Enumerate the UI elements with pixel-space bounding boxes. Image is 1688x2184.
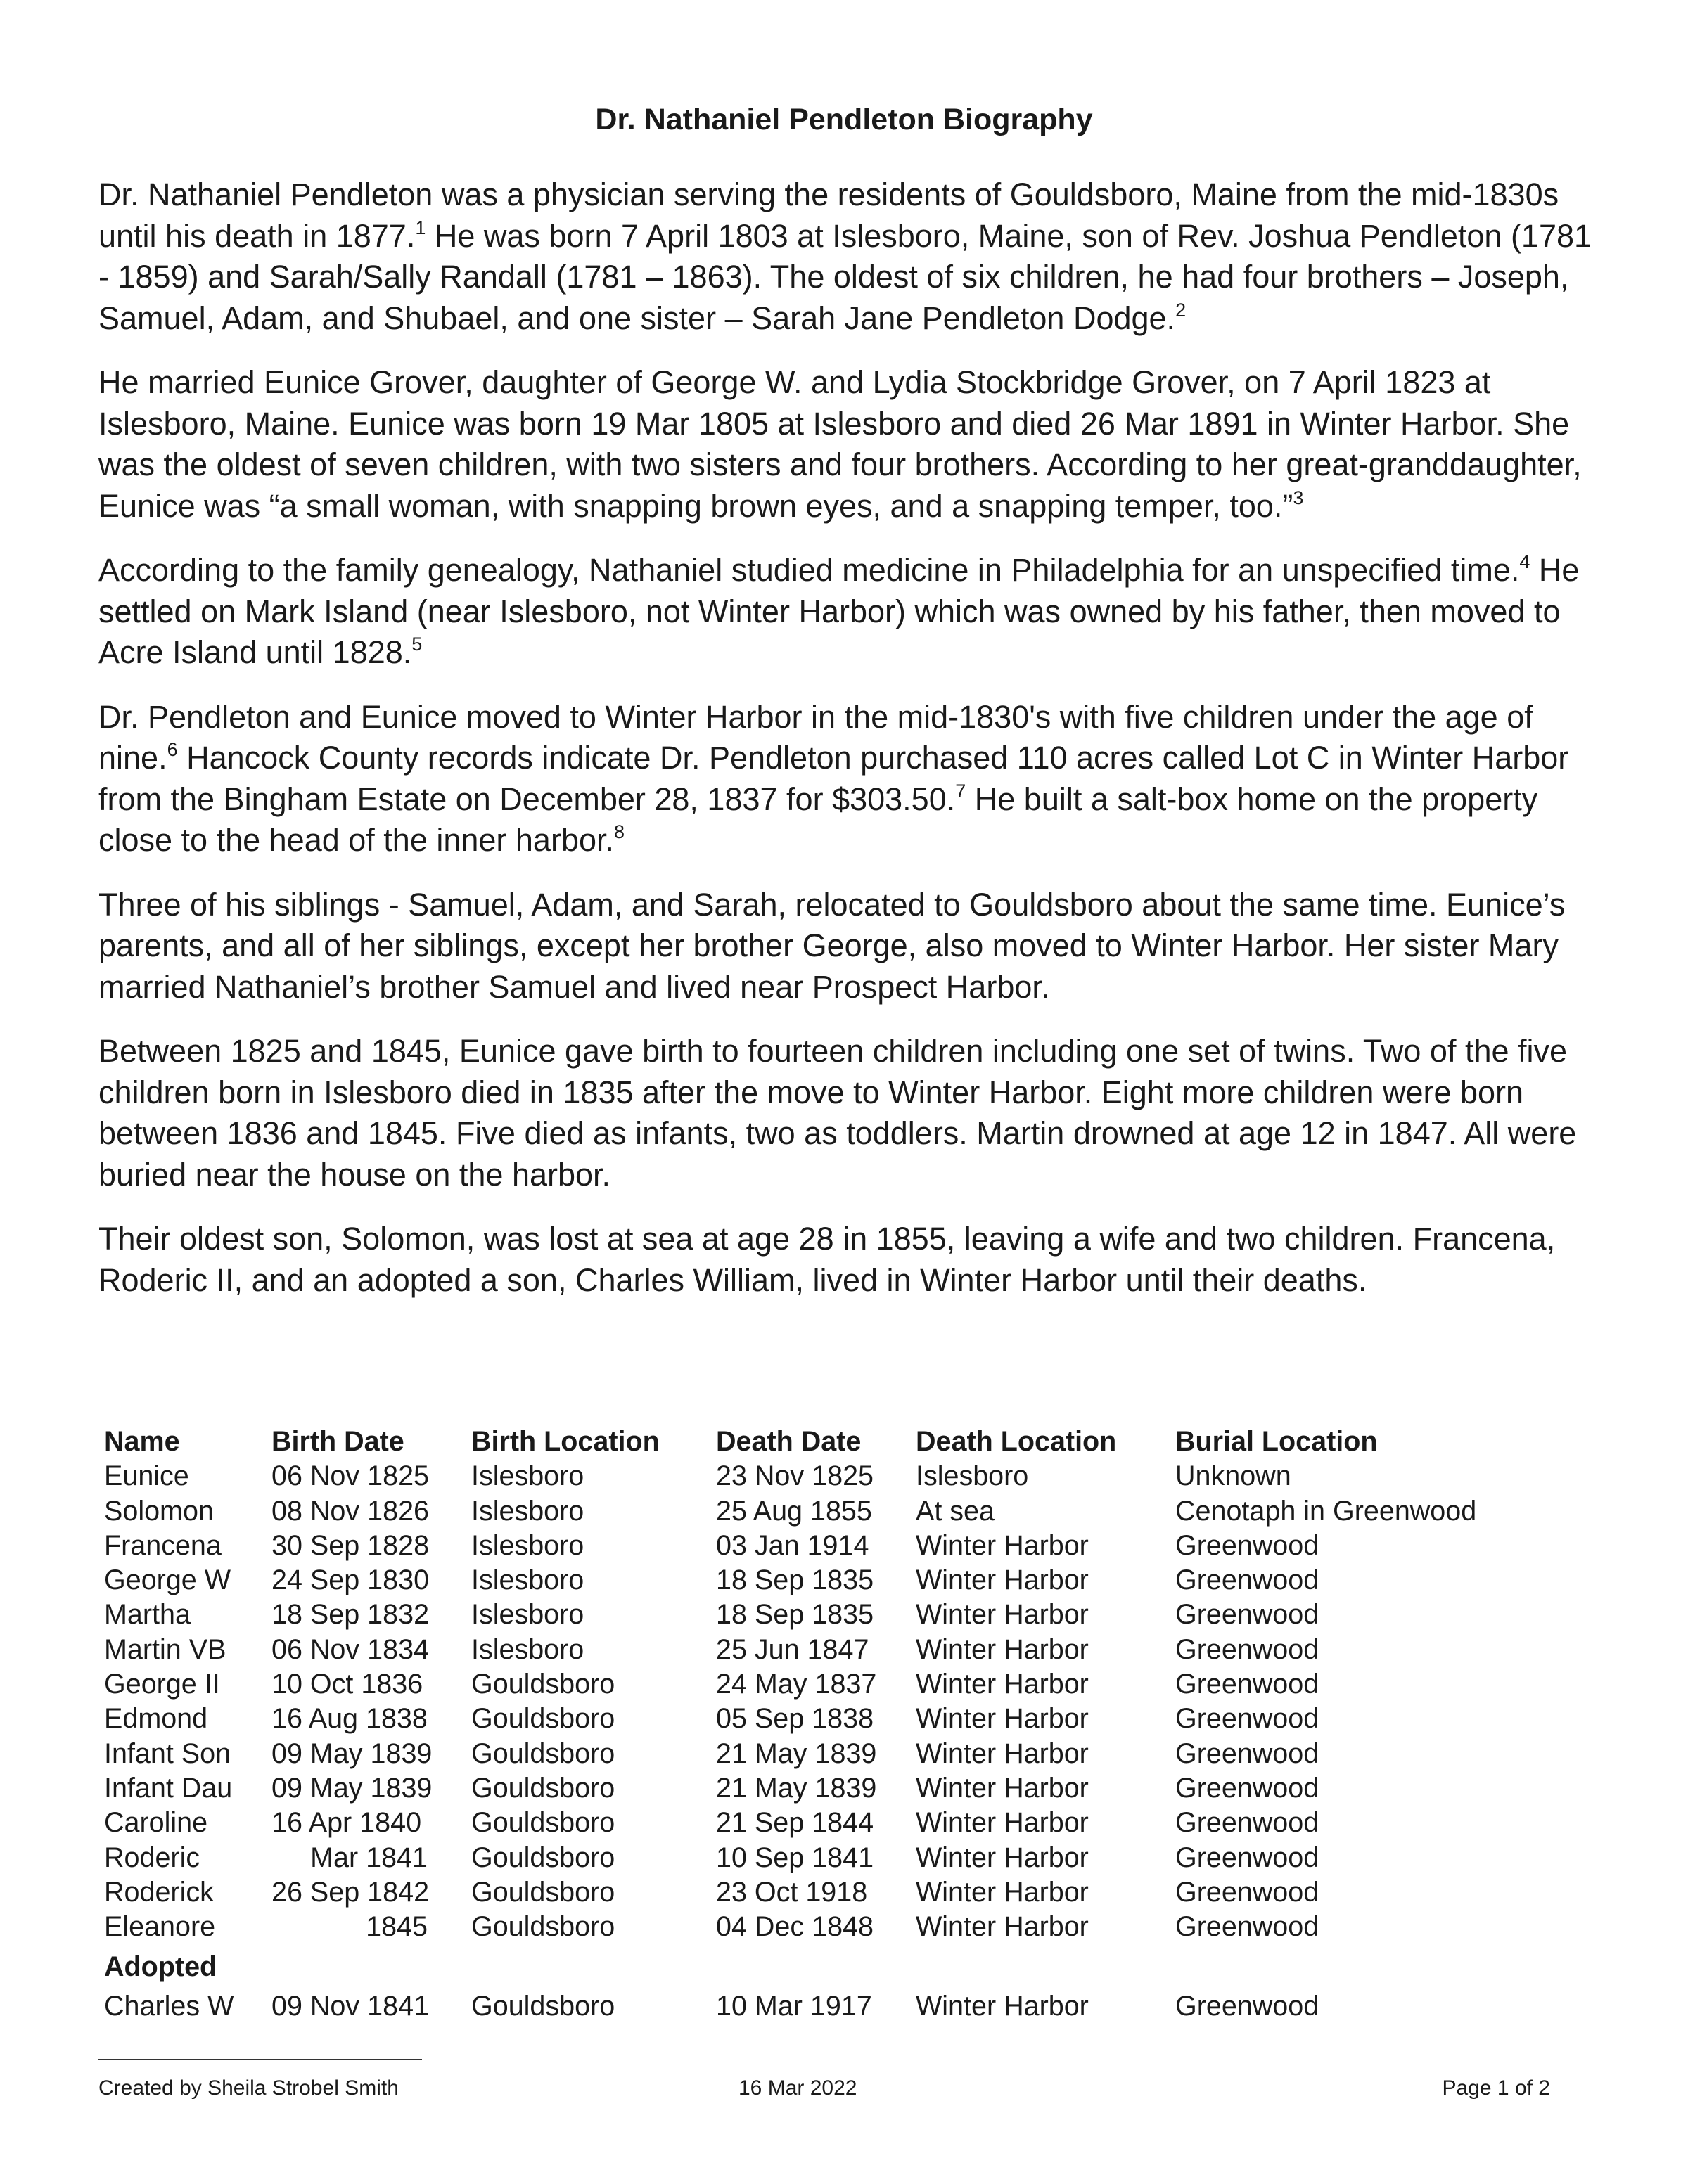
cell-death-location: Winter Harbor: [916, 1633, 1089, 1665]
cell-death-location: Winter Harbor: [916, 1737, 1089, 1769]
cell-burial-location: Greenwood: [1175, 1703, 1319, 1735]
cell-name: Eunice: [104, 1460, 189, 1492]
cell-burial-location: Unknown: [1175, 1460, 1291, 1492]
cell-name: George II: [104, 1669, 220, 1700]
cell-birth-date: 09 Nov 1841: [271, 1991, 430, 2022]
table-row: [104, 1771, 1499, 1806]
table-row: [104, 1563, 1499, 1598]
footnote-ref-4: 4: [1519, 551, 1530, 572]
table-body: [104, 1459, 1499, 2024]
cell-burial-location: Greenwood: [1175, 1807, 1319, 1839]
cell-death-location: Winter Harbor: [916, 1669, 1089, 1700]
cell-burial-location: Greenwood: [1175, 1842, 1319, 1873]
cell-death-location: Winter Harbor: [916, 1876, 1089, 1908]
paragraph-5: [98, 885, 1611, 1008]
paragraph-4-text-b: Hancock County records indicate Dr. Pendleton purchased 110 acres called Lot C in Winter Harbor from the Bingham Estate on December 28, 1837 for $303.50.: [98, 740, 1569, 817]
cell-death-date: 03 Jan 1914: [716, 1529, 869, 1561]
cell-burial-location: Greenwood: [1175, 1599, 1319, 1631]
cell-burial-location: Cenotaph in Greenwood: [1175, 1495, 1477, 1527]
cell-name: Eleanore: [104, 1911, 216, 1943]
paragraph-6: [98, 1031, 1611, 1195]
cell-name: Martha: [104, 1599, 191, 1631]
page-title: Dr. Nathaniel Pendleton Biography: [595, 103, 1093, 136]
cell-birth-location: Gouldsboro: [471, 1911, 615, 1943]
cell-birth-date: 1845: [366, 1911, 428, 1943]
footnote-ref-7: 7: [955, 780, 966, 802]
cell-death-date: 04 Dec 1848: [716, 1911, 874, 1943]
paragraph-3-text-a: According to the family genealogy, Nathaniel studied medicine in Philadelphia for an unspecified time.: [98, 552, 1520, 588]
cell-name: Infant Dau: [104, 1772, 233, 1804]
paragraph-1: [98, 174, 1611, 339]
paragraph-3: [98, 550, 1611, 674]
column-header-name: Name: [104, 1426, 180, 1457]
cell-birth-date: 06 Nov 1834: [271, 1633, 430, 1665]
cell-death-location: Winter Harbor: [916, 1807, 1089, 1839]
cell-burial-location: Greenwood: [1175, 1565, 1319, 1596]
table-row: [104, 1667, 1499, 1702]
cell-birth-date: 16 Aug 1838: [271, 1703, 428, 1735]
cell-death-location: Winter Harbor: [916, 1772, 1089, 1804]
cell-name: Infant Son: [104, 1737, 231, 1769]
column-header-birth-location: Birth Location: [471, 1426, 660, 1457]
cell-birth-location: Islesboro: [471, 1565, 584, 1596]
cell-death-date: 10 Sep 1841: [716, 1842, 874, 1873]
children-table: [104, 1425, 1499, 2024]
cell-birth-location: Gouldsboro: [471, 1807, 615, 1839]
cell-name: Roderick: [104, 1876, 214, 1908]
cell-death-date: 21 May 1839: [716, 1737, 877, 1769]
cell-death-date: 23 Oct 1918: [716, 1876, 868, 1908]
cell-name: Caroline: [104, 1807, 208, 1839]
cell-birth-date: 06 Nov 1825: [271, 1460, 430, 1492]
paragraph-7: [98, 1219, 1611, 1301]
cell-birth-date: 08 Nov 1826: [271, 1495, 430, 1527]
footer-page-number: Page 1 of 2: [1442, 2076, 1550, 2100]
cell-death-location: Winter Harbor: [916, 1911, 1089, 1943]
cell-death-date: 25 Jun 1847: [716, 1633, 869, 1665]
footnote-ref-6: 6: [167, 739, 178, 760]
table-row: [104, 1529, 1499, 1563]
paragraph-2-text-a: He married Eunice Grover, daughter of George W. and Lydia Stockbridge Grover, on 7 April 1823 at Islesboro, Maine. Eunice was born 19 Mar 1805 at Islesboro and died 26 Mar 1891 in Winter Harbor. She was the oldest of seven children, with two sisters and four brothers. According to her great-granddaughter, Eunice was “a small woman, with snapping brown eyes, and a snapping temper, too.”: [98, 364, 1582, 524]
cell-burial-location: Greenwood: [1175, 1876, 1319, 1908]
table-row: [104, 1598, 1499, 1632]
table-row: [104, 1459, 1499, 1494]
column-header-death-location: Death Location: [916, 1426, 1117, 1457]
cell-birth-date: 09 May 1839: [271, 1737, 433, 1769]
paragraph-2: [98, 362, 1611, 527]
cell-birth-location: Gouldsboro: [471, 1737, 615, 1769]
cell-birth-date: Mar 1841: [310, 1842, 428, 1873]
cell-death-date: 18 Sep 1835: [716, 1599, 874, 1631]
cell-birth-location: Gouldsboro: [471, 1876, 615, 1908]
cell-death-location: Winter Harbor: [916, 1529, 1089, 1561]
cell-death-date: 18 Sep 1835: [716, 1565, 874, 1596]
cell-birth-location: Islesboro: [471, 1633, 584, 1665]
biography-text: [98, 174, 1611, 1324]
table-row: [104, 1702, 1499, 1736]
cell-birth-date: 26 Sep 1842: [271, 1876, 430, 1908]
cell-birth-date: 10 Oct 1836: [271, 1669, 423, 1700]
cell-death-location: Winter Harbor: [916, 1703, 1089, 1735]
cell-birth-location: Gouldsboro: [471, 1772, 615, 1804]
cell-burial-location: Greenwood: [1175, 1737, 1319, 1769]
cell-death-date: 21 May 1839: [716, 1772, 877, 1804]
cell-burial-location: Greenwood: [1175, 1669, 1319, 1700]
table-row: [104, 1910, 1499, 1944]
table-row: [104, 1633, 1499, 1667]
cell-birth-location: Islesboro: [471, 1529, 584, 1561]
paragraph-1-text-b: He was born 7 April 1803 at Islesboro, Maine, son of Rev. Joshua Pendleton (1781 - 1859) and Sarah/Sally Randall (1781 – 1863). The oldest of six children, he had four brothers – Joseph, Samuel, Adam, and Shubael, and one sister – Sarah Jane Pendleton Dodge.: [98, 217, 1592, 336]
column-header-burial-location: Burial Location: [1175, 1426, 1378, 1457]
table-row: [104, 1989, 1499, 2024]
cell-birth-location: Islesboro: [471, 1599, 584, 1631]
cell-burial-location: Greenwood: [1175, 1772, 1319, 1804]
table-row: [104, 1494, 1499, 1529]
cell-death-date: 23 Nov 1825: [716, 1460, 874, 1492]
column-header-death-date: Death Date: [716, 1426, 862, 1457]
cell-death-location: At sea: [916, 1495, 995, 1527]
footnote-ref-8: 8: [614, 821, 625, 842]
paragraph-6-text: Between 1825 and 1845, Eunice gave birth to fourteen children including one set of twins. Two of the five children born in Islesboro died in 1835 after the move to Winter Harbor. Eight more children were born between 1836 and 1845. Five died as infants, two as toddlers. Martin drowned at age 12 in 1847. All were buried near the house on the harbor.: [98, 1033, 1577, 1193]
cell-birth-date: 18 Sep 1832: [271, 1599, 430, 1631]
table-row: [104, 1841, 1499, 1875]
cell-burial-location: Greenwood: [1175, 1911, 1319, 1943]
paragraph-4-text-c: He built a salt-box home on the property close to the head of the inner harbor.: [98, 781, 1538, 858]
paragraph-7-text: Their oldest son, Solomon, was lost at sea at age 28 in 1855, leaving a wife and two children. Francena, Roderic II, and an adopted a son, Charles William, lived in Winter Harbor until their deaths.: [98, 1221, 1556, 1298]
cell-name: Roderic: [104, 1842, 200, 1873]
cell-birth-location: Gouldsboro: [471, 1669, 615, 1700]
cell-death-location: Winter Harbor: [916, 1842, 1089, 1873]
paragraph-3-text-b: He settled on Mark Island (near Islesboro, not Winter Harbor) which was owned by his father, then moved to Acre Island until 1828.: [98, 552, 1580, 670]
cell-name: Edmond: [104, 1703, 208, 1735]
cell-death-date: 05 Sep 1838: [716, 1703, 874, 1735]
footnote-ref-2: 2: [1175, 299, 1187, 321]
table-row: [104, 1737, 1499, 1771]
cell-birth-location: Gouldsboro: [471, 1842, 615, 1873]
cell-death-date: 10 Mar 1917: [716, 1991, 872, 2022]
table-header-row: [104, 1425, 1499, 1459]
cell-death-date: 21 Sep 1844: [716, 1807, 874, 1839]
cell-death-location: Winter Harbor: [916, 1599, 1089, 1631]
cell-burial-location: Greenwood: [1175, 1633, 1319, 1665]
table-row: [104, 1875, 1499, 1910]
column-header-birth-date: Birth Date: [271, 1426, 404, 1457]
cell-birth-location: Gouldsboro: [471, 1991, 615, 2022]
cell-death-date: 24 May 1837: [716, 1669, 877, 1700]
adopted-label: Adopted: [104, 1951, 217, 1983]
paragraph-4-text-a: Dr. Pendleton and Eunice moved to Winter Harbor in the mid-1830's with five children under the age of nine.: [98, 698, 1533, 776]
cell-birth-date: 30 Sep 1828: [271, 1529, 430, 1561]
cell-birth-location: Islesboro: [471, 1495, 584, 1527]
cell-death-location: Islesboro: [916, 1460, 1029, 1492]
footer-date: 16 Mar 2022: [738, 2076, 857, 2100]
cell-birth-location: Islesboro: [471, 1460, 584, 1492]
cell-birth-date: 16 Apr 1840: [271, 1807, 422, 1839]
cell-name: Solomon: [104, 1495, 214, 1527]
cell-name: George W: [104, 1565, 231, 1596]
footer-author: Created by Sheila Strobel Smith: [98, 2076, 399, 2100]
cell-birth-location: Gouldsboro: [471, 1703, 615, 1735]
footnote-ref-3: 3: [1293, 487, 1304, 508]
cell-name: Francena: [104, 1529, 222, 1561]
footnote-ref-5: 5: [411, 634, 423, 655]
cell-burial-location: Greenwood: [1175, 1991, 1319, 2022]
paragraph-5-text: Three of his siblings - Samuel, Adam, and Sarah, relocated to Gouldsboro about the same time. Eunice’s parents, and all of her siblings, except her brother George, also moved to Winter Harbor. Her sister Mary married Nathaniel’s brother Samuel and lived near Prospect Harbor.: [98, 886, 1566, 1005]
cell-death-location: Winter Harbor: [916, 1991, 1089, 2022]
paragraph-4: [98, 697, 1611, 861]
cell-birth-date: 24 Sep 1830: [271, 1565, 430, 1596]
cell-name: Martin VB: [104, 1633, 226, 1665]
adopted-section-row: [104, 1944, 1499, 1989]
paragraph-1-text-a: Dr. Nathaniel Pendleton was a physician serving the residents of Gouldsboro, Maine from the mid-1830s until his death in 1877.: [98, 176, 1559, 254]
cell-death-location: Winter Harbor: [916, 1565, 1089, 1596]
cell-name: Charles W: [104, 1991, 234, 2022]
table-row: [104, 1806, 1499, 1840]
cell-birth-date: 09 May 1839: [271, 1772, 433, 1804]
footer-rule: [98, 2059, 422, 2060]
cell-burial-location: Greenwood: [1175, 1529, 1319, 1561]
cell-death-date: 25 Aug 1855: [716, 1495, 872, 1527]
footnote-ref-1: 1: [415, 217, 426, 238]
